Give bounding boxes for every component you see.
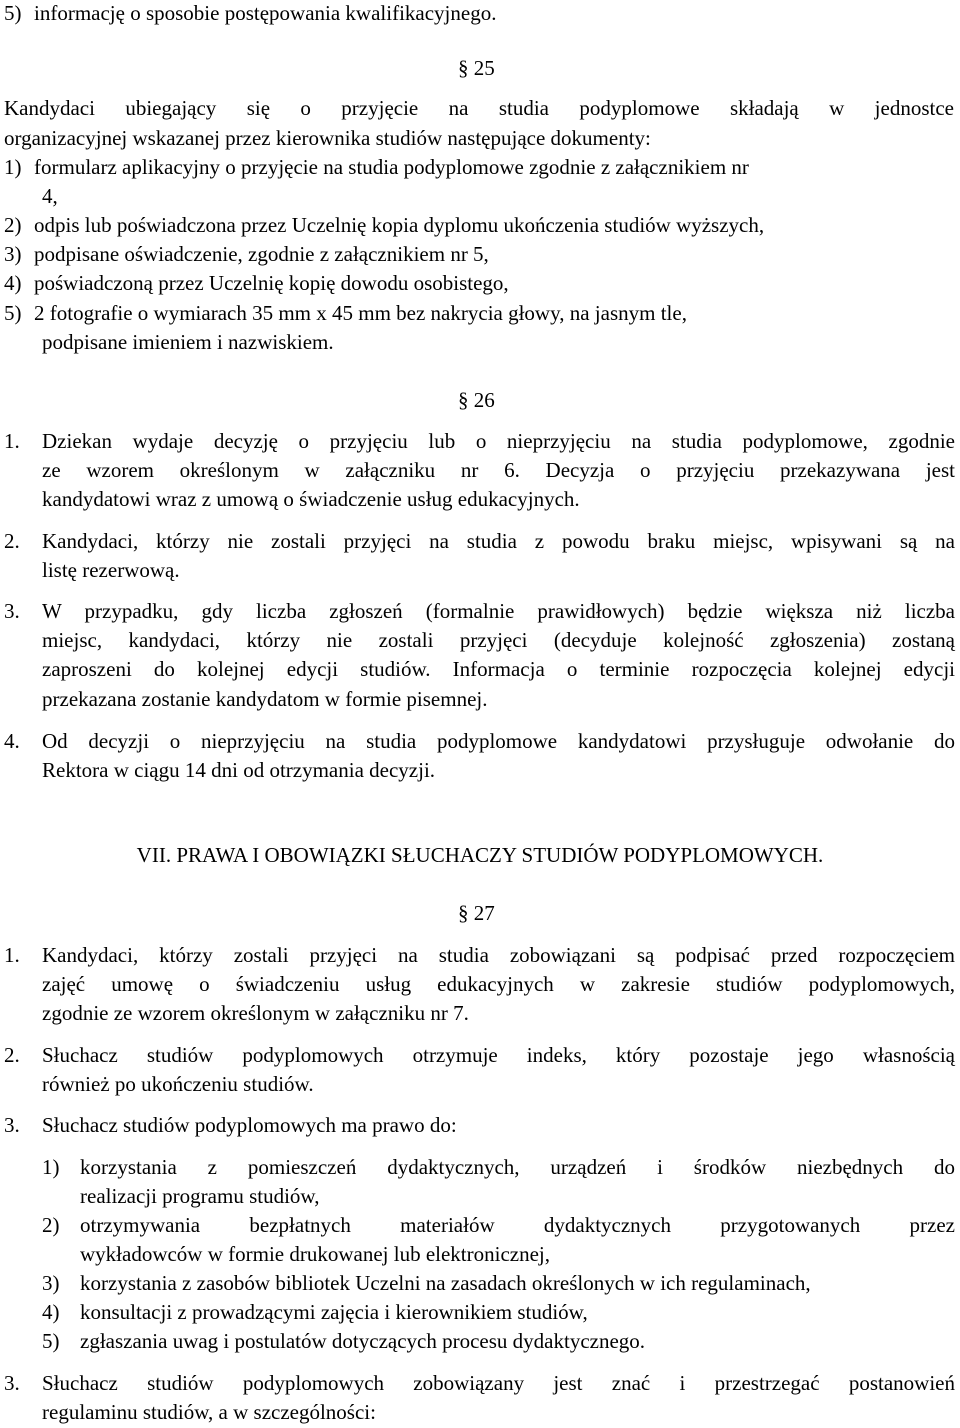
- paragraph-line: zgodnie ze wzorem określonym w załączniku nr 7.: [42, 1001, 469, 1025]
- item-marker: 5): [4, 301, 22, 325]
- paragraph-line: zaproszeni do kolejnej edycji studiów. Informacja o terminie rozpoczęcia kolejnej edycji: [42, 657, 955, 681]
- list-item-line: zgłaszania uwag i postulatów dotyczących procesu dydaktycznego.: [80, 1329, 646, 1353]
- item-text: informację o sposobie postępowania kwalifikacyjnego.: [34, 1, 497, 25]
- item-marker: 1): [4, 155, 22, 179]
- paragraph-line: kandydatowi wraz z umową o świadczenie usług edukacyjnych.: [42, 487, 580, 511]
- list-item-line: korzystania z pomieszczeń dydaktycznych, urządzeń i środków niezbędnych do: [80, 1155, 955, 1179]
- paragraph-line: Słuchacz studiów podyplomowych ma prawo do:: [42, 1113, 457, 1137]
- paragraph-line: Słuchacz studiów podyplomowych otrzymuje indeks, który pozostaje jego własnością: [42, 1043, 955, 1067]
- paragraph-line: Rektora w ciągu 14 dni od otrzymania decyzji.: [42, 758, 436, 782]
- paragraph-line: ze wzorem określonym w załączniku nr 6. Decyzja o przyjęciu przekazywana jest: [42, 458, 955, 482]
- list-item: [4, 273, 509, 294]
- list-item-line: korzystania z zasobów bibliotek Uczelni na zasadach określonych w ich regulaminach,: [80, 1271, 811, 1295]
- section-heading: § 26: [458, 388, 495, 412]
- item-marker: 4): [4, 271, 22, 295]
- item-text: 2 fotografie o wymiarach 35 mm x 45 mm bez nakrycia głowy, na jasnym tle,: [34, 301, 687, 325]
- list-item: [4, 303, 687, 324]
- paragraph-line: Dziekan wydaje decyzję o przyjęciu lub o nieprzyjęciu na studia podyplomowe, zgodnie: [42, 429, 955, 453]
- paragraph-line: organizacyjnej wskazanej przez kierownika studiów następujące dokumenty:: [4, 126, 651, 150]
- item-marker: 3): [4, 242, 22, 266]
- list-marker: 1): [42, 1155, 60, 1179]
- list-item: [4, 157, 749, 178]
- paragraph-line: W przypadku, gdy liczba zgłoszeń (formalnie prawidłowych) będzie większa niż liczba: [42, 599, 955, 623]
- item-continuation: podpisane imieniem i nazwiskiem.: [42, 330, 334, 354]
- list-marker: 5): [42, 1329, 60, 1353]
- paragraph-marker: 3.: [4, 1113, 20, 1137]
- item-text: odpis lub poświadczona przez Uczelnię kopia dyplomu ukończenia studiów wyższych,: [34, 213, 765, 237]
- chapter-heading: VII. PRAWA I OBOWIĄZKI SŁUCHACZY STUDIÓW PODYPLOMOWYCH.: [136, 843, 824, 867]
- paragraph-line: również po ukończeniu studiów.: [42, 1072, 314, 1096]
- paragraph-line: Kandydaci, którzy nie zostali przyjęci na studia z powodu braku miejsc, wpisywani są na: [42, 529, 955, 553]
- item-marker: 2): [4, 213, 22, 237]
- list-item-line: realizacji programu studiów,: [80, 1184, 320, 1208]
- list-item: [4, 215, 764, 236]
- paragraph-line: Od decyzji o nieprzyjęciu na studia podyplomowe kandydatowi przysługuje odwołanie do: [42, 729, 955, 753]
- item-text: formularz aplikacyjny o przyjęcie na studia podyplomowe zgodnie z załącznikiem nr: [34, 155, 749, 179]
- paragraph-marker: 3.: [4, 599, 20, 623]
- list-marker: 2): [42, 1213, 60, 1237]
- paragraph-line: regulaminu studiów, a w szczególności:: [42, 1400, 376, 1424]
- list-item: [4, 3, 496, 24]
- paragraph-line: Kandydaci, którzy zostali przyjęci na studia zobowiązani są podpisać przed rozpoczęciem: [42, 943, 955, 967]
- paragraph-line: miejsc, kandydaci, którzy nie zostali przyjęci (decyduje kolejność zgłoszenia) zostaną: [42, 628, 955, 652]
- paragraph-line: Kandydaci ubiegający się o przyjęcie na studia podyplomowe składają w jednostce: [4, 96, 954, 120]
- paragraph-line: zajęć umowę o świadczeniu usług edukacyjnych w zakresie studiów podyplomowych,: [42, 972, 955, 996]
- paragraph-line: przekazana zostanie kandydatom w formie pisemnej.: [42, 687, 488, 711]
- list-item-line: konsultacji z prowadzącymi zajęcia i kierownikiem studiów,: [80, 1300, 588, 1324]
- section-heading: § 25: [458, 56, 495, 80]
- paragraph-marker: 1.: [4, 429, 20, 453]
- list-item: [4, 244, 489, 265]
- item-text: poświadczoną przez Uczelnię kopię dowodu osobistego,: [34, 271, 509, 295]
- paragraph-line: Słuchacz studiów podyplomowych zobowiązany jest znać i przestrzegać postanowień: [42, 1371, 955, 1395]
- item-text: podpisane oświadczenie, zgodnie z załącznikiem nr 5,: [34, 242, 489, 266]
- paragraph-line: listę rezerwową.: [42, 558, 180, 582]
- list-item-line: otrzymywania bezpłatnych materiałów dydaktycznych przygotowanych przez: [80, 1213, 955, 1237]
- paragraph-marker: 3.: [4, 1371, 20, 1395]
- list-marker: 4): [42, 1300, 60, 1324]
- section-heading: § 27: [458, 901, 495, 925]
- item-continuation: 4,: [42, 184, 58, 208]
- list-item-line: wykładowców w formie drukowanej lub elektronicznej,: [80, 1242, 551, 1266]
- paragraph-marker: 2.: [4, 529, 20, 553]
- paragraph-marker: 1.: [4, 943, 20, 967]
- list-marker: 3): [42, 1271, 60, 1295]
- paragraph-marker: 4.: [4, 729, 20, 753]
- item-marker: 5): [4, 1, 22, 25]
- paragraph-marker: 2.: [4, 1043, 20, 1067]
